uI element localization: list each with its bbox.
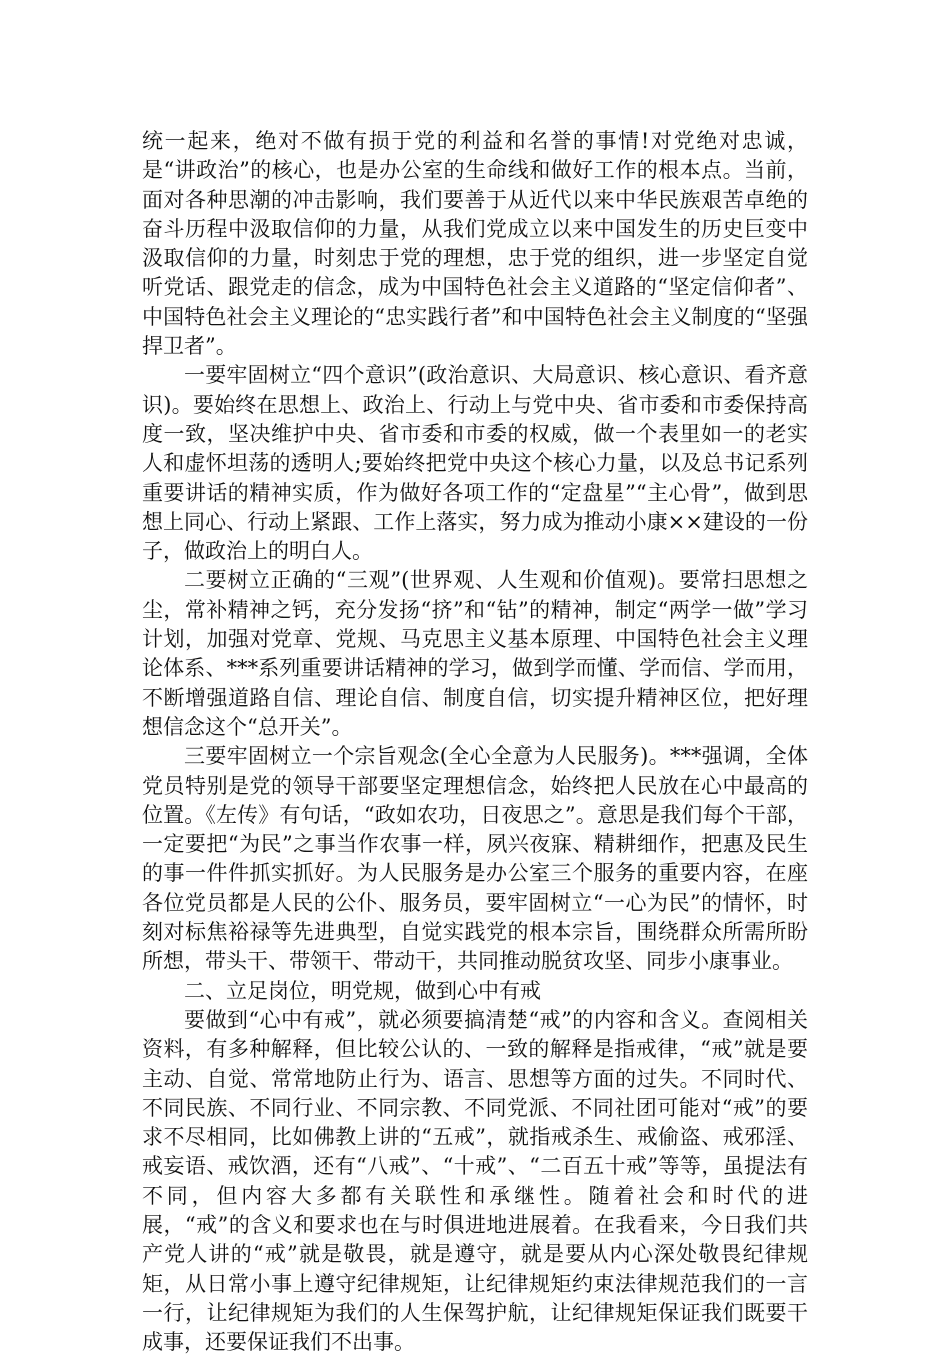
paragraph-discipline: 要做到“心中有戒”，就必须要搞清楚“戒”的内容和含义。查阅相关资料，有多种解释，但比较公认的、一致的解释是指戒律，“戒”就是要主动、自觉、常常地防止行为、语言、思想等方面的过失。不同时代、不同民族、不同行业、不同宗教、不同党派、不同社团可能对“戒”的要求不尽相同，比如佛教上讲的“五戒”，就指戒杀生、戒偷盗、戒邪淫、戒妄语、戒饮酒，还有“八戒”、“十戒”、“二百五十戒”等等，虽提法有不同，但内容大多都有关联性和承继性。随着社会和时代的进展，“戒”的含义和要求也在与时俱进地进展着。在我看来，今日我们共产党人讲的“戒”就是敬畏，就是遵守，就是要从内心深处敬畏纪律规矩，从日常小事上遵守纪律规矩，让纪律规矩约束法律规范我们的一言一行，让纪律规矩为我们的人生保驾护航，让纪律规矩保证我们既要干成事，还要保证我们不出事。: [142, 1007, 808, 1355]
paragraph-four-consciousness: 一要牢固树立“四个意识”(政治意识、大局意识、核心意识、看齐意识)。要始终在思想上、政治上、行动上与党中央、省市委和市委保持高度一致，坚决维护中央、省市委和市委的权威，做一个表里如一的老实人和虚怀坦荡的透明人;要始终把党中央这个核心力量，以及总书记系列重要讲话的精神实质，作为做好各项工作的“定盘星”“主心骨”，做到思想上同心、行动上紧跟、工作上落实，努力成为推动小康××建设的一份子，做政治上的明白人。: [142, 363, 808, 564]
paragraph-continuation: 统一起来，绝对不做有损于党的利益和名誉的事情!对党绝对忠诚，是“讲政治”的核心，也是办公室的生命线和做好工作的根本点。当前，面对各种思潮的冲击影响，我们要善于从近代以来中华民族艰苦卓绝的奋斗历程中汲取信仰的力量，从我们党成立以来中国发生的历史巨变中汲取信仰的力量，时刻忠于党的理想，忠于党的组织，进一步坚定自觉听党话、跟党走的信念，成为中国特色社会主义道路的“坚定信仰者”、中国特色社会主义理论的“忠实践行者”和中国特色社会主义制度的“坚强捍卫者”。: [142, 129, 808, 359]
document-body: [142, 127, 808, 1357]
paragraph-three-views: 二要树立正确的“三观”(世界观、人生观和价值观)。要常扫思想之尘，常补精神之钙，充分发扬“挤”和“钻”的精神，制定“两学一做”学习计划，加强对党章、党规、马克思主义基本原理、中国特色社会主义理论体系、***系列重要讲话精神的学习，做到学而懂、学而信、学而用，不断增强道路自信、理论自信、制度自信，切实提升精神区位，把好理想信念这个“总开关”。: [142, 568, 808, 739]
paragraph-purpose-concept: 三要牢固树立一个宗旨观念(全心全意为人民服务)。***强调，全体党员特别是党的领导干部要坚定理想信念，始终把人民放在心中最高的位置。《左传》有句话，“政如农功，日夜思之”。意思是我们每个干部，一定要把“为民”之事当作农事一样，夙兴夜寐、精耕细作，把惠及民生的事一件件抓实抓好。为人民服务是办公室三个服务的重要内容，在座各位党员都是人民的公仆、服务员，要牢固树立“一心为民”的情怀，时刻对标焦裕禄等先进典型，自觉实践党的根本宗旨，围绕群众所需所盼所想，带头干、带领干、带动干，共同推动脱贫攻坚、同步小康事业。: [142, 744, 808, 974]
section-heading-2: 二、立足岗位，明党规，做到心中有戒: [184, 978, 541, 1003]
